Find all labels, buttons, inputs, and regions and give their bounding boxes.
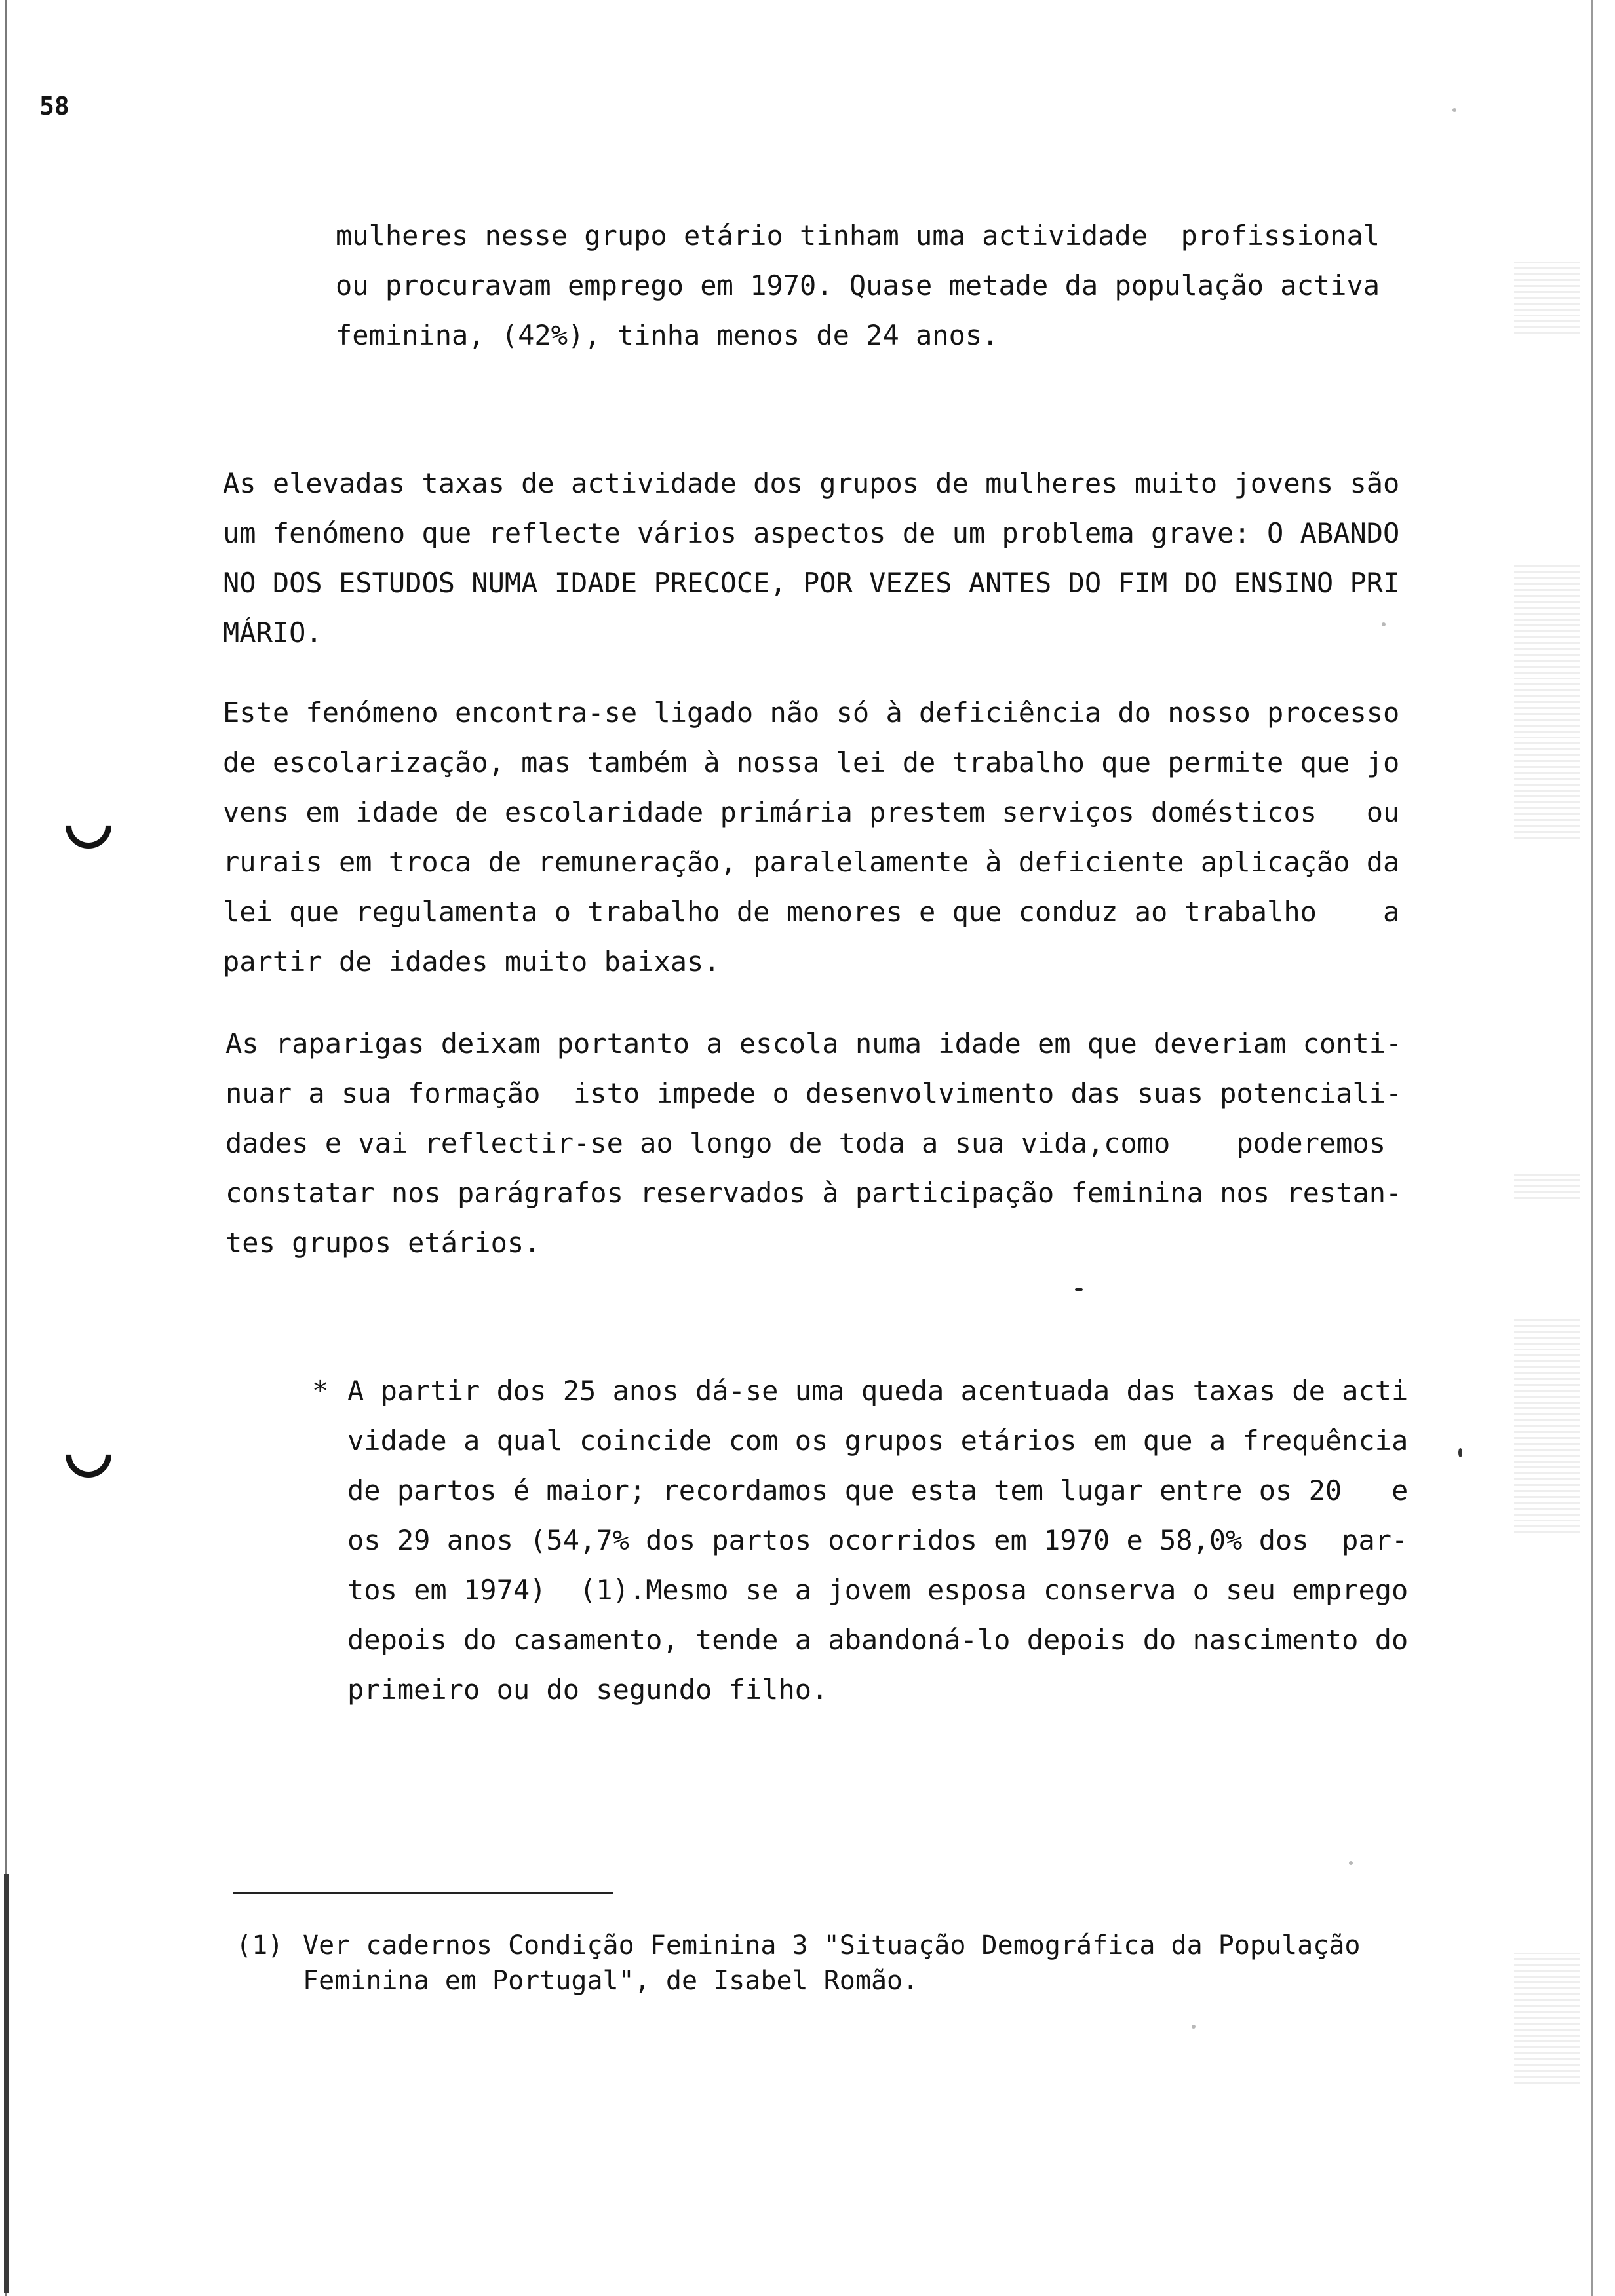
- note-paragraph: [347, 1366, 1408, 1715]
- footnote: [236, 1928, 1361, 1999]
- text-line: MÁRIO.: [223, 617, 322, 649]
- paragraph-3: [223, 688, 1399, 987]
- text-line: vidade a qual coincide com os grupos etários em que a frequência: [347, 1425, 1409, 1457]
- text-line: NO DOS ESTUDOS NUMA IDADE PRECOCE, POR VEZES ANTES DO FIM DO ENSINO PRI: [223, 567, 1400, 599]
- scan-speck: [1349, 1861, 1353, 1865]
- text-line: nuar a sua formação isto impede o desenvolvimento das suas potenciali-: [225, 1077, 1403, 1109]
- scan-margin-noise: [1514, 1317, 1580, 1533]
- scan-speck: [1458, 1448, 1462, 1457]
- scan-speck: [1452, 108, 1456, 112]
- scan-margin-noise: [1514, 1173, 1580, 1199]
- scan-margin-noise: [1514, 262, 1580, 334]
- text-line: Este fenómeno encontra-se ligado não só à deficiência do nosso processo: [223, 697, 1400, 729]
- text-line: um fenómeno que reflecte vários aspectos de um problema grave: O ABANDO: [223, 517, 1400, 549]
- text-line: Ver cadernos Condição Feminina 3 "Situação Demográfica da População: [303, 1930, 1361, 1961]
- text-line: tes grupos etários.: [225, 1227, 541, 1259]
- page-number: 58: [39, 92, 69, 121]
- scan-speck: [1192, 2025, 1196, 2029]
- text-line: mulheres nesse grupo etário tinham uma actividade profissional: [336, 220, 1380, 252]
- text-line: dades e vai reflectir-se ao longo de toda a sua vida,como poderemos: [225, 1127, 1386, 1159]
- text-line: vens em idade de escolaridade primária prestem serviços domésticos ou: [223, 796, 1400, 828]
- footnote-marker: (1): [236, 1930, 284, 1961]
- text-line: primeiro ou do segundo filho.: [347, 1674, 828, 1706]
- paragraph-4: [225, 1019, 1402, 1268]
- text-line: rurais em troca de remuneração, paralelamente à deficiente aplicação da: [223, 846, 1400, 878]
- text-line: partir de idades muito baixas.: [223, 946, 720, 978]
- scan-speck: [1075, 1288, 1083, 1292]
- scan-margin-noise: [1514, 564, 1580, 839]
- note-marker: *: [312, 1375, 329, 1407]
- text-line: A partir dos 25 anos dá-se uma queda acentuada das taxas de acti: [347, 1375, 1409, 1407]
- text-line: As raparigas deixam portanto a escola numa idade em que deveriam conti-: [225, 1027, 1403, 1060]
- text-line: tos em 1974) (1).Mesmo se a jovem esposa conserva o seu emprego: [347, 1574, 1409, 1606]
- text-line: constatar nos parágrafos reservados à participação feminina nos restan-: [225, 1177, 1403, 1209]
- binder-hole-mark: [56, 794, 121, 858]
- text-line: As elevadas taxas de actividade dos grupos de mulheres muito jovens são: [223, 467, 1400, 499]
- binder-hole-mark: [56, 1423, 121, 1487]
- footnote-divider: [233, 1892, 613, 1894]
- paragraph-1: [336, 211, 1380, 360]
- text-line: depois do casamento, tende a abandoná-lo depois do nascimento do: [347, 1624, 1409, 1656]
- text-line: de partos é maior; recordamos que esta tem lugar entre os 20 e: [347, 1474, 1409, 1506]
- paragraph-2: [223, 459, 1399, 658]
- scan-right-edge: [1591, 0, 1593, 2296]
- text-line: de escolarização, mas também à nossa lei de trabalho que permite que jo: [223, 746, 1400, 778]
- text-line: lei que regulamenta o trabalho de menores e que conduz ao trabalho a: [223, 896, 1400, 928]
- text-line: os 29 anos (54,7% dos partos ocorridos em 1970 e 58,0% dos par-: [347, 1524, 1409, 1556]
- text-line: ou procuravam emprego em 1970. Quase metade da população activa: [336, 269, 1380, 301]
- scan-margin-noise: [1514, 1953, 1580, 2084]
- scan-left-edge-shadow: [4, 1874, 9, 2293]
- text-line: feminina, (42%), tinha menos de 24 anos.: [336, 319, 999, 351]
- text-line: Feminina em Portugal", de Isabel Romão.: [303, 1966, 919, 1996]
